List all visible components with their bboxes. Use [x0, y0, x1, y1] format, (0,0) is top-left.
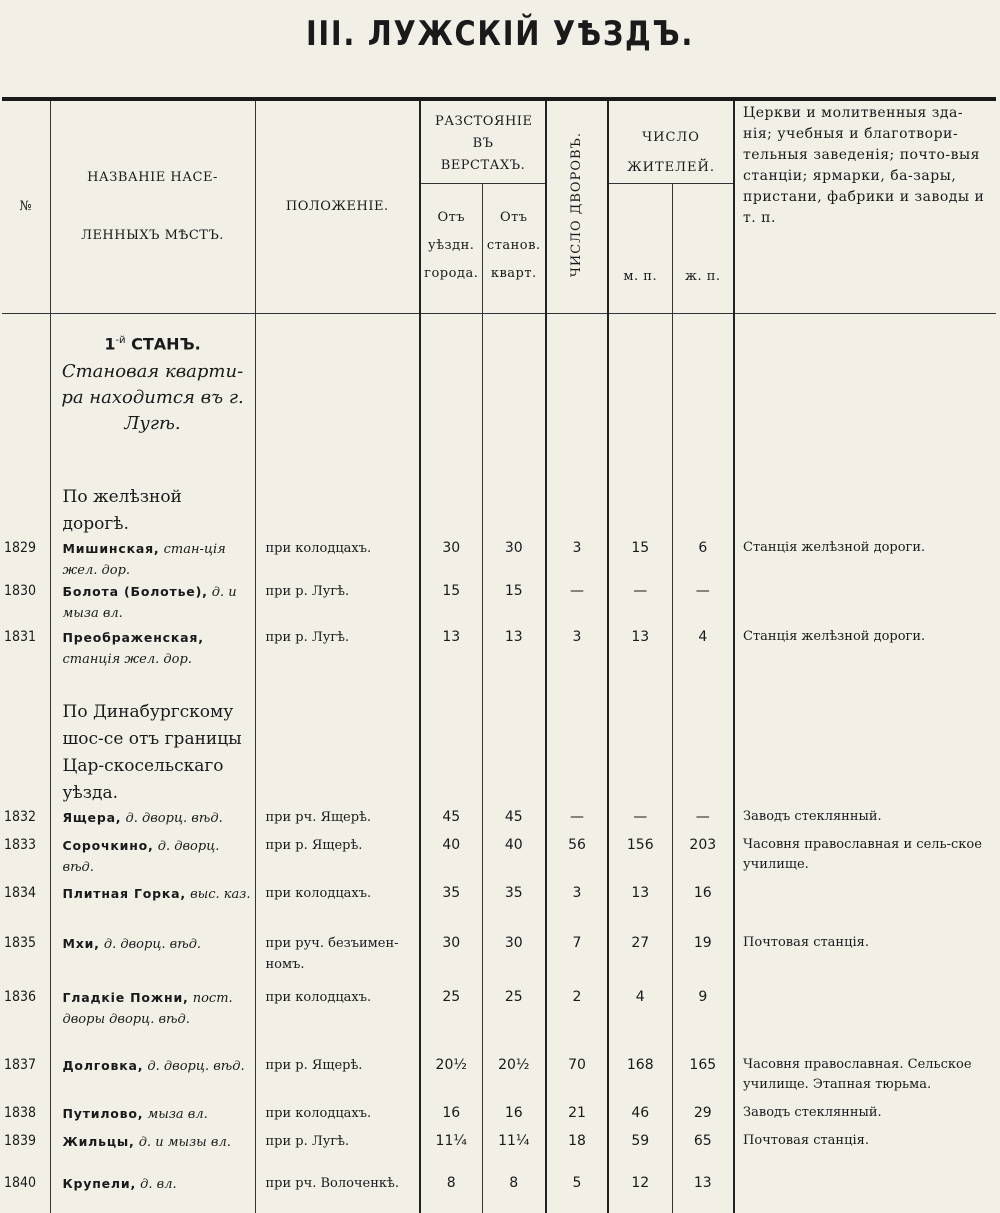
stan-block — [50, 314, 255, 478]
row-households: — — [546, 807, 608, 835]
row-female: 13 — [672, 1173, 734, 1213]
table-row — [2, 1055, 996, 1103]
row-dist-quarter: 16 — [482, 1103, 546, 1131]
row-male: 4 — [608, 987, 672, 1055]
table-body — [2, 314, 996, 1213]
row-number: 1833 — [2, 835, 50, 883]
row-notes: Почтовая станція. — [743, 934, 869, 950]
row-male: 156 — [608, 835, 672, 883]
table-row — [2, 835, 996, 883]
row-dist-town: 35 — [420, 883, 482, 933]
row-number: 1834 — [2, 883, 50, 933]
row-dist-quarter: 35 — [482, 883, 546, 933]
row-number: 1838 — [2, 1103, 50, 1131]
row-number: 1835 — [2, 933, 50, 987]
row-households: 18 — [546, 1131, 608, 1173]
table-row — [2, 807, 996, 835]
table-row — [2, 883, 996, 933]
row-female: — — [672, 581, 734, 627]
row-number: 1839 — [2, 1131, 50, 1173]
row-households: 3 — [546, 883, 608, 933]
row-female: 19 — [672, 933, 734, 987]
header-dist-town: Отъ уѣздн. города. — [420, 184, 482, 314]
row-position: при р. Лугѣ. — [255, 581, 420, 627]
row-female: 203 — [672, 835, 734, 883]
row-name: Мишинская, стан-ція жел. дор. — [50, 538, 255, 581]
header-distance: РАЗСТОЯНІЕ ВЪ ВЕРСТАХЪ. — [420, 101, 546, 184]
row-notes — [734, 1173, 996, 1213]
row-male: 168 — [608, 1055, 672, 1103]
row-households: 21 — [546, 1103, 608, 1131]
row-name: Плитная Горка, выс. каз. — [50, 883, 255, 933]
row-name: Мхи, д. дворц. вѣд. — [50, 933, 255, 987]
row-notes: Часовня православная. Сельское училище. Этапная тюрьма. — [743, 1056, 972, 1092]
row-name: Крупели, д. вл. — [50, 1173, 255, 1213]
row-dist-quarter: 11¼ — [482, 1131, 546, 1173]
row-dist-town: 30 — [420, 933, 482, 987]
row-male: — — [608, 807, 672, 835]
row-households: 3 — [546, 627, 608, 699]
row-dist-quarter: 20½ — [482, 1055, 546, 1103]
row-position: при р. Лугѣ. — [255, 627, 420, 699]
row-female: 29 — [672, 1103, 734, 1131]
row-name: Жильцы, д. и мызы вл. — [50, 1131, 255, 1173]
register-table-sheet — [2, 97, 996, 1192]
header-residents: ЧИСЛО ЖИТЕЛЕЙ. — [608, 101, 734, 184]
row-position: при колодцахъ. — [255, 987, 420, 1055]
row-name: Путилово, мыза вл. — [50, 1103, 255, 1131]
table-row — [2, 933, 996, 987]
table-row — [2, 581, 996, 627]
row-dist-town: 13 — [420, 627, 482, 699]
row-number: 1830 — [2, 581, 50, 627]
header-dist-quarter: Отъ станов. кварт. — [482, 184, 546, 314]
row-male: 59 — [608, 1131, 672, 1173]
row-name: Ящера, д. дворц. вѣд. — [50, 807, 255, 835]
header-female: ж. п. — [672, 184, 734, 314]
row-dist-quarter: 30 — [482, 933, 546, 987]
row-position: при р. Ящерѣ. — [255, 1055, 420, 1103]
row-dist-town: 16 — [420, 1103, 482, 1131]
row-male: 13 — [608, 883, 672, 933]
header-households: ЧИСЛО ДВОРОВЪ. — [546, 101, 608, 314]
stan-heading: $1^{-й}$ СТАНЪ. — [104, 334, 201, 354]
table-row — [2, 1173, 996, 1213]
table-header — [2, 101, 996, 314]
row-number: 1837 — [2, 1055, 50, 1103]
header-position: ПОЛОЖЕНІЕ. — [255, 101, 420, 314]
row-female: 165 — [672, 1055, 734, 1103]
row-dist-town: 20½ — [420, 1055, 482, 1103]
row-number: 1831 — [2, 627, 50, 699]
row-notes: Часовня православная и сель-ское училище. — [743, 836, 982, 872]
stan-note: Становая кварти-ра находится въ г. Лугѣ. — [61, 361, 244, 435]
row-households: 56 — [546, 835, 608, 883]
row-position: при руч. безъимен-номъ. — [255, 933, 420, 987]
page-title: III. ЛУЖСКІЙ УѢЗДЪ. — [305, 14, 695, 54]
row-notes: Почтовая станція. — [743, 1132, 869, 1148]
row-number: 1832 — [2, 807, 50, 835]
row-dist-town: 11¼ — [420, 1131, 482, 1173]
row-dist-quarter: 45 — [482, 807, 546, 835]
row-dist-quarter: 8 — [482, 1173, 546, 1213]
row-number: 1840 — [2, 1173, 50, 1213]
row-notes — [734, 987, 996, 1055]
row-dist-quarter: 25 — [482, 987, 546, 1055]
row-position: при рч. Волоченкѣ. — [255, 1173, 420, 1213]
row-female: 4 — [672, 627, 734, 699]
row-female: — — [672, 807, 734, 835]
row-male: 12 — [608, 1173, 672, 1213]
section-highway: По Динабургскому шос-се отъ границы Цар-скосельскаго уѣзда. — [62, 701, 242, 803]
row-female: 9 — [672, 987, 734, 1055]
row-female: 65 — [672, 1131, 734, 1173]
row-male: 46 — [608, 1103, 672, 1131]
row-position: при колодцахъ. — [255, 538, 420, 581]
row-male: 15 — [608, 538, 672, 581]
row-households: 7 — [546, 933, 608, 987]
row-notes: Заводъ стеклянный. — [743, 1104, 882, 1120]
row-male: 13 — [608, 627, 672, 699]
row-position: при колодцахъ. — [255, 883, 420, 933]
row-notes: Станція желѣзной дороги. — [743, 628, 926, 644]
row-number: 1836 — [2, 987, 50, 1055]
header-male: м. п. — [608, 184, 672, 314]
row-dist-quarter: 30 — [482, 538, 546, 581]
table-row — [2, 1103, 996, 1131]
row-households: 5 — [546, 1173, 608, 1213]
table-row — [2, 627, 996, 699]
row-households: 2 — [546, 987, 608, 1055]
row-notes: Станція желѣзной дороги. — [743, 539, 926, 555]
row-notes: Заводъ стеклянный. — [743, 808, 882, 824]
row-dist-town: 15 — [420, 581, 482, 627]
table-row — [2, 538, 996, 581]
row-male: — — [608, 581, 672, 627]
row-position: при р. Ящерѣ. — [255, 835, 420, 883]
table-row — [2, 987, 996, 1055]
row-name: Гладкіе Пожни, пост. дворы дворц. вѣд. — [50, 987, 255, 1055]
row-number: 1829 — [2, 538, 50, 581]
row-name: Долговка, д. дворц. вѣд. — [50, 1055, 255, 1103]
row-name: Сорочкино, д. дворц. вѣд. — [50, 835, 255, 883]
row-position: при колодцахъ. — [255, 1103, 420, 1131]
settlements-table — [2, 101, 996, 1213]
row-dist-town: 25 — [420, 987, 482, 1055]
row-notes — [734, 883, 996, 933]
row-name: Преображенская, станція жел. дор. — [50, 627, 255, 699]
row-dist-town: 40 — [420, 835, 482, 883]
section-railway: По желѣзной дорогѣ. — [62, 486, 182, 534]
row-female: 6 — [672, 538, 734, 581]
row-male: 27 — [608, 933, 672, 987]
table-row — [2, 1131, 996, 1173]
row-households: 70 — [546, 1055, 608, 1103]
row-dist-town: 45 — [420, 807, 482, 835]
row-dist-town: 8 — [420, 1173, 482, 1213]
header-num: № — [2, 101, 50, 314]
row-position: при р. Лугѣ. — [255, 1131, 420, 1173]
header-churches: Церкви и молитвенныя зда-нія; учебныя и благотвори-тельныя заведенія; почто-выя станціи; ярмарки, ба-зары, пристани, фабрики и заводы и т. п. — [734, 101, 996, 314]
row-female: 16 — [672, 883, 734, 933]
row-households: 3 — [546, 538, 608, 581]
row-name: Болота (Болотье), д. и мыза вл. — [50, 581, 255, 627]
header-name: НАЗВАНІЕ НАСЕ- ЛЕННЫХЪ МѢСТЪ. — [50, 101, 255, 314]
row-dist-quarter: 13 — [482, 627, 546, 699]
row-dist-quarter: 15 — [482, 581, 546, 627]
row-dist-quarter: 40 — [482, 835, 546, 883]
row-households: — — [546, 581, 608, 627]
row-position: при рч. Ящерѣ. — [255, 807, 420, 835]
row-notes — [734, 581, 996, 627]
row-dist-town: 30 — [420, 538, 482, 581]
